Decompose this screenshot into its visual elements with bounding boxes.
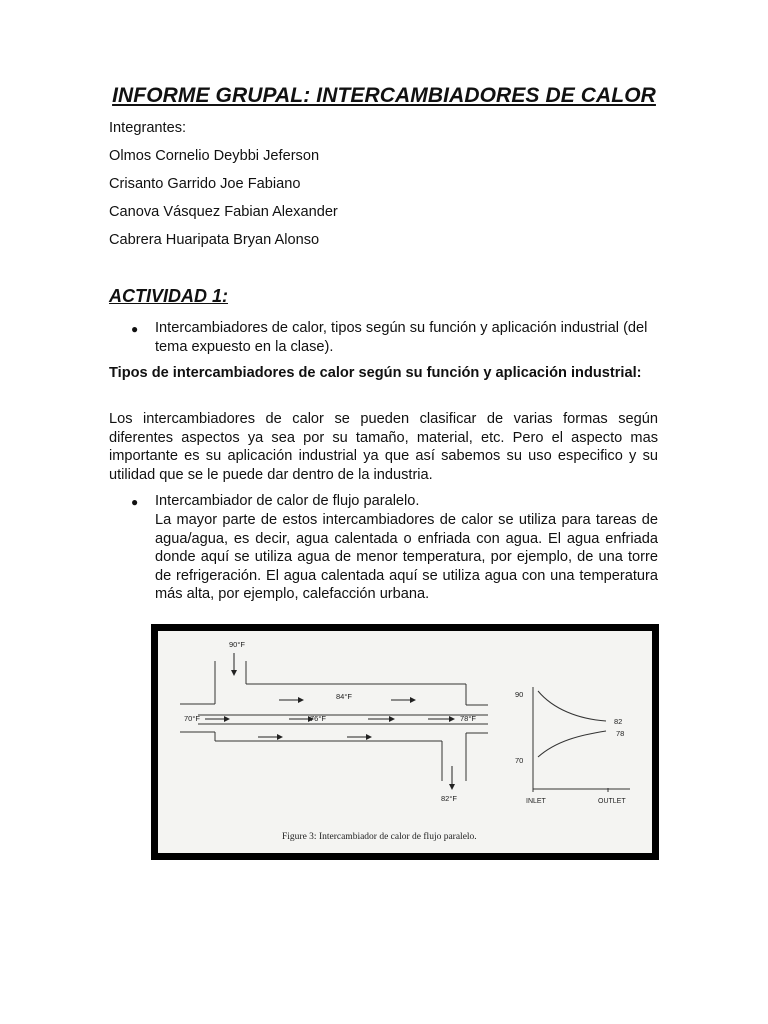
cold-mid-temp: 76°F — [310, 714, 326, 723]
cold-inlet-temp: 70°F — [184, 714, 200, 723]
graph-outlet-label: OUTLET — [598, 798, 626, 805]
hot-mid-temp: 84°F — [336, 692, 352, 701]
cold-outlet-temp: 78°F — [460, 714, 476, 723]
graph-y-high-label: 90 — [515, 690, 524, 699]
member-name: Olmos Cornelio Deybbi Jeferson — [109, 148, 320, 164]
member-name: Canova Vásquez Fabian Alexander — [109, 204, 338, 220]
parallel-flow-diagram — [158, 631, 652, 853]
bullet-marker: ● — [131, 495, 139, 509]
graph-cold-end-label: 78 — [616, 729, 625, 738]
document-title: INFORME GRUPAL: INTERCAMBIADORES DE CALOR — [112, 84, 656, 107]
hot-inlet-temp: 90°F — [229, 640, 245, 649]
bullet-item-title: Intercambiador de calor de flujo paralelo. — [155, 493, 420, 509]
members-label: Integrantes: — [109, 120, 187, 136]
member-name: Crisanto Garrido Joe Fabiano — [109, 176, 301, 192]
hot-outlet-temp: 82°F — [441, 794, 457, 803]
graph-y-low-label: 70 — [515, 756, 524, 765]
intro-paragraph: Los intercambiadores de calor se pueden clasificar de varias formas según diferentes aspectos ya sea por su tamaño, material, etc. Pero el aspecto mas importante es su aplicación industrial ya que así sabemos su uso especifico y su utilidad que se le puede dar dentro de la industria. — [109, 411, 658, 483]
figure-image — [158, 631, 652, 853]
bullet-marker: ● — [131, 322, 139, 336]
graph-hot-end-label: 82 — [614, 717, 623, 726]
graph-inlet-label: INLET — [526, 798, 546, 805]
section-subheading: Tipos de intercambiadores de calor según su función y aplicación industrial: — [109, 365, 642, 381]
figure-caption: Figure 3: Intercambiador de calor de flujo paralelo. — [282, 832, 477, 842]
bullet-item-description: La mayor parte de estos intercambiadores de calor se utiliza para tareas de agua/agua, es decir, agua calentada o enfriada con agua. El agua enfriada donde aquí se utiliza agua de menor temperatura, por ejemplo, de una torre de refrigeración. El agua calentada aquí se utiliza agua con una temperatura más alta, por ejemplo, calefacción urbana. — [155, 512, 658, 602]
bullet-item-topic: Intercambiadores de calor, tipos según su función y aplicación industrial (del tema expuesto en la clase). — [155, 320, 648, 355]
member-name: Cabrera Huaripata Bryan Alonso — [109, 232, 320, 248]
activity-heading: ACTIVIDAD 1: — [109, 286, 229, 306]
hot-temp-curve — [538, 691, 606, 721]
cold-temp-curve — [538, 731, 606, 757]
figure-frame — [151, 624, 659, 860]
